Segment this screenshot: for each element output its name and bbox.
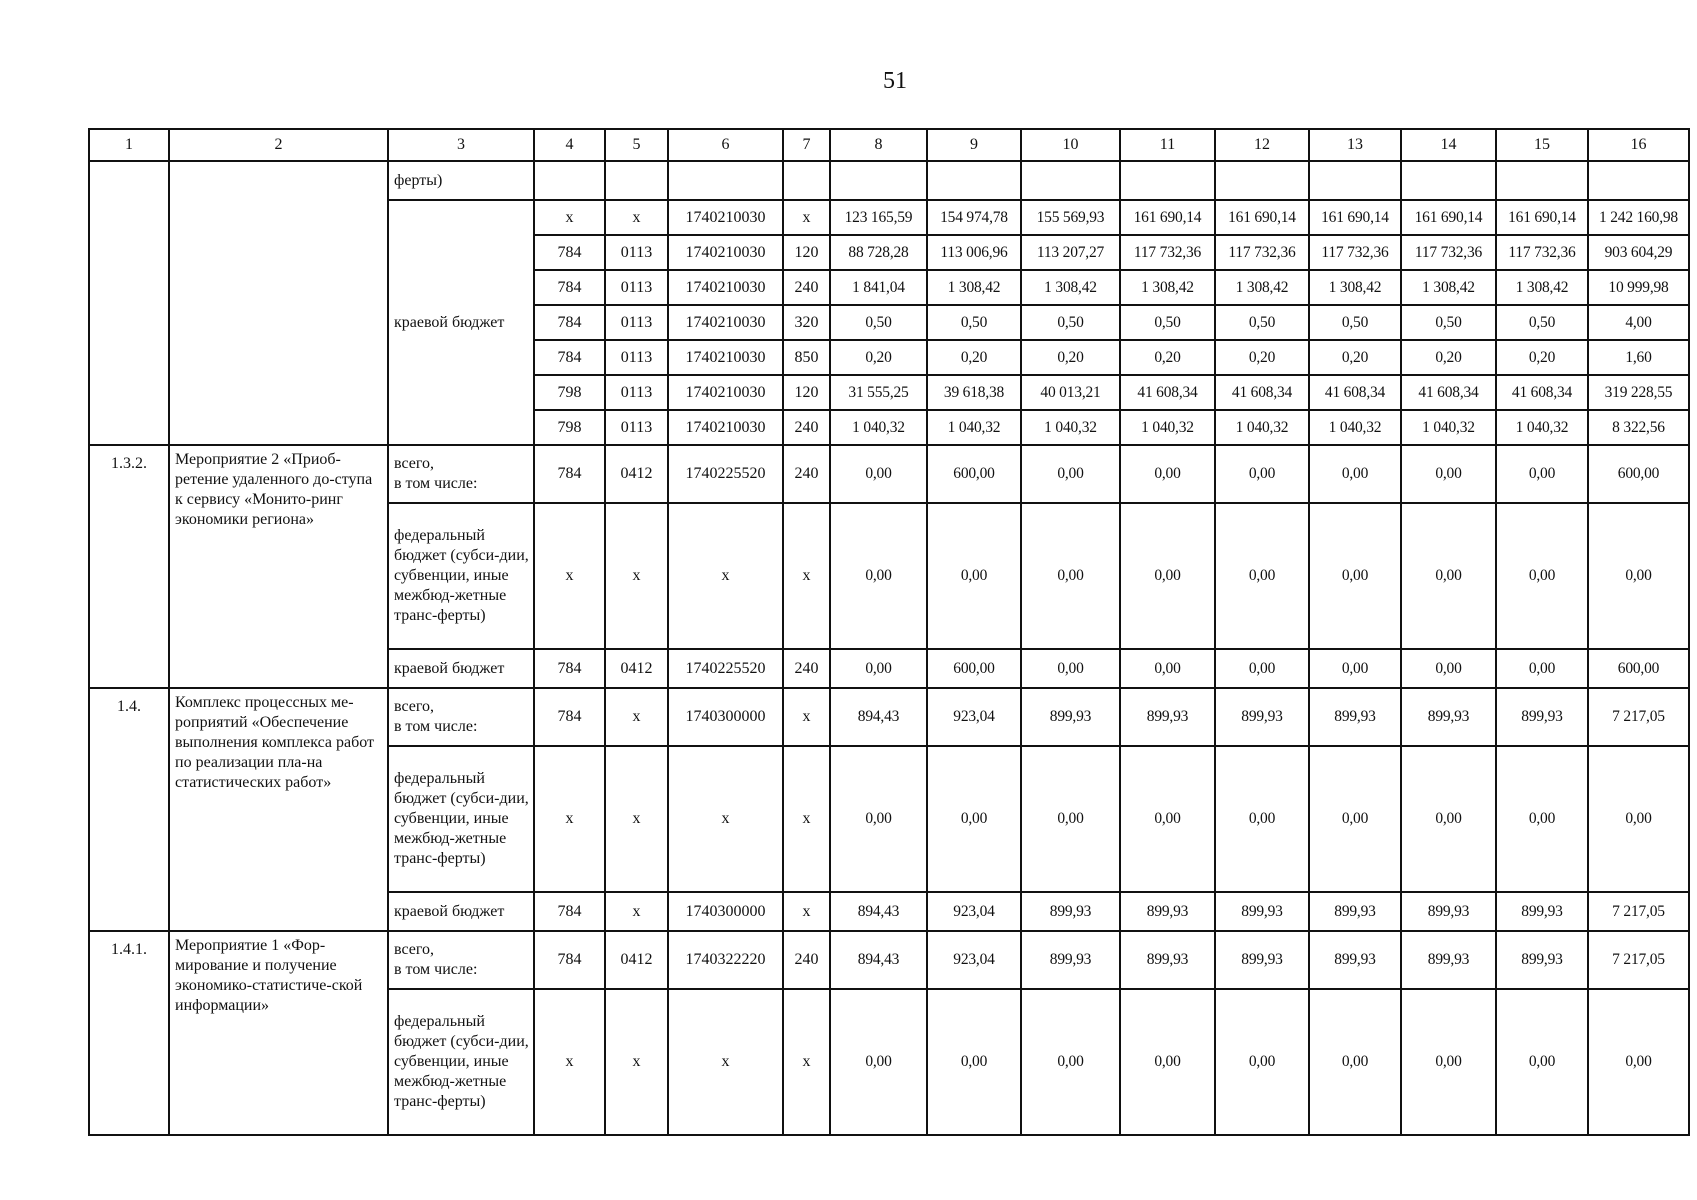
value-cell: х bbox=[783, 200, 830, 235]
source-cell: всего, в том числе: bbox=[388, 931, 534, 989]
value-cell: 117 732,36 bbox=[1215, 235, 1309, 270]
value-cell: 0,00 bbox=[1309, 746, 1401, 892]
value-cell: 240 bbox=[783, 270, 830, 305]
value-cell: 0,00 bbox=[830, 746, 927, 892]
value-cell: 161 690,14 bbox=[1120, 200, 1215, 235]
value-cell: 31 555,25 bbox=[830, 375, 927, 410]
value-cell: 923,04 bbox=[927, 931, 1021, 989]
value-cell: 0,00 bbox=[1021, 445, 1120, 503]
code-cell bbox=[89, 161, 169, 445]
value-cell: 903 604,29 bbox=[1588, 235, 1689, 270]
value-cell: 899,93 bbox=[1120, 931, 1215, 989]
value-cell: 0,00 bbox=[1588, 989, 1689, 1135]
value-cell: 0,20 bbox=[1215, 340, 1309, 375]
value-cell: х bbox=[783, 503, 830, 649]
value-cell: 894,43 bbox=[830, 892, 927, 931]
value-cell: 850 bbox=[783, 340, 830, 375]
value-cell: 0,00 bbox=[1120, 649, 1215, 688]
value-cell: 40 013,21 bbox=[1021, 375, 1120, 410]
value-cell: 41 608,34 bbox=[1401, 375, 1496, 410]
value-cell: 600,00 bbox=[927, 649, 1021, 688]
source-cell: ферты) bbox=[388, 161, 534, 200]
source-cell: всего, в том числе: bbox=[388, 445, 534, 503]
value-cell: 784 bbox=[534, 270, 605, 305]
value-cell: 923,04 bbox=[927, 892, 1021, 931]
value-cell: 0,00 bbox=[1215, 746, 1309, 892]
value-cell: 1 040,32 bbox=[1496, 410, 1588, 445]
value-cell: х bbox=[605, 892, 668, 931]
column-number: 13 bbox=[1309, 129, 1401, 161]
value-cell: 899,93 bbox=[1120, 688, 1215, 746]
source-cell: федеральный бюджет (субси-дии, субвенции, иные межбюд-жетные транс-ферты) bbox=[388, 989, 534, 1135]
value-cell: 1740300000 bbox=[668, 688, 783, 746]
value-cell: 1740210030 bbox=[668, 200, 783, 235]
value-cell: 41 608,34 bbox=[1309, 375, 1401, 410]
value-cell: 41 608,34 bbox=[1120, 375, 1215, 410]
value-cell: 894,43 bbox=[830, 931, 927, 989]
value-cell: 1 308,42 bbox=[1215, 270, 1309, 305]
column-number: 5 bbox=[605, 129, 668, 161]
value-cell: 600,00 bbox=[1588, 445, 1689, 503]
value-cell: 0,00 bbox=[1120, 989, 1215, 1135]
value-cell: 0,00 bbox=[1401, 649, 1496, 688]
value-cell bbox=[1496, 161, 1588, 200]
value-cell: 1740210030 bbox=[668, 235, 783, 270]
value-cell: 0,50 bbox=[830, 305, 927, 340]
value-cell: х bbox=[534, 989, 605, 1135]
value-cell: 88 728,28 bbox=[830, 235, 927, 270]
name-cell: Мероприятие 1 «Фор-мирование и получение экономико-статистиче-ской информации» bbox=[169, 931, 388, 1135]
budget-table bbox=[88, 128, 1690, 1136]
source-cell: краевой бюджет bbox=[388, 649, 534, 688]
value-cell: 154 974,78 bbox=[927, 200, 1021, 235]
value-cell: 161 690,14 bbox=[1496, 200, 1588, 235]
value-cell: 0,20 bbox=[1496, 340, 1588, 375]
value-cell bbox=[605, 161, 668, 200]
value-cell: 39 618,38 bbox=[927, 375, 1021, 410]
value-cell: 0,00 bbox=[1309, 649, 1401, 688]
value-cell: 899,93 bbox=[1401, 892, 1496, 931]
value-cell: 0,50 bbox=[1215, 305, 1309, 340]
value-cell: 117 732,36 bbox=[1401, 235, 1496, 270]
value-cell bbox=[1021, 161, 1120, 200]
table-body bbox=[89, 129, 1689, 1135]
value-cell: 899,93 bbox=[1496, 931, 1588, 989]
value-cell: 784 bbox=[534, 445, 605, 503]
value-cell: 784 bbox=[534, 688, 605, 746]
value-cell: 784 bbox=[534, 649, 605, 688]
value-cell: 0,20 bbox=[1401, 340, 1496, 375]
value-cell: 1740225520 bbox=[668, 649, 783, 688]
value-cell: 899,93 bbox=[1021, 688, 1120, 746]
column-number: 11 bbox=[1120, 129, 1215, 161]
value-cell: 0,50 bbox=[1496, 305, 1588, 340]
column-number: 3 bbox=[388, 129, 534, 161]
value-cell: 320 bbox=[783, 305, 830, 340]
value-cell: 0,20 bbox=[830, 340, 927, 375]
value-cell: 1 308,42 bbox=[1401, 270, 1496, 305]
value-cell: 0,00 bbox=[927, 989, 1021, 1135]
value-cell: 1 040,32 bbox=[830, 410, 927, 445]
column-number: 1 bbox=[89, 129, 169, 161]
value-cell: 1740300000 bbox=[668, 892, 783, 931]
value-cell: 0,00 bbox=[1021, 746, 1120, 892]
value-cell: 1740322220 bbox=[668, 931, 783, 989]
value-cell: 899,93 bbox=[1215, 931, 1309, 989]
value-cell: 1 040,32 bbox=[1215, 410, 1309, 445]
value-cell: 899,93 bbox=[1309, 931, 1401, 989]
source-cell: федеральный бюджет (субси-дии, субвенции, иные межбюд-жетные транс-ферты) bbox=[388, 746, 534, 892]
value-cell: 1740210030 bbox=[668, 340, 783, 375]
value-cell: 0,00 bbox=[1021, 989, 1120, 1135]
value-cell: 0,00 bbox=[830, 445, 927, 503]
value-cell: 899,93 bbox=[1309, 892, 1401, 931]
table-row bbox=[89, 161, 1689, 200]
value-cell bbox=[1401, 161, 1496, 200]
value-cell: 899,93 bbox=[1401, 931, 1496, 989]
value-cell: 0,00 bbox=[1021, 503, 1120, 649]
value-cell: 240 bbox=[783, 649, 830, 688]
column-number: 4 bbox=[534, 129, 605, 161]
value-cell: 0,00 bbox=[1021, 649, 1120, 688]
value-cell: 0,50 bbox=[1021, 305, 1120, 340]
value-cell: 7 217,05 bbox=[1588, 688, 1689, 746]
value-cell: 0,00 bbox=[1309, 989, 1401, 1135]
value-cell: 41 608,34 bbox=[1215, 375, 1309, 410]
value-cell: 0,00 bbox=[1496, 989, 1588, 1135]
value-cell bbox=[668, 161, 783, 200]
value-cell: 899,93 bbox=[1309, 688, 1401, 746]
value-cell: 0,00 bbox=[1401, 445, 1496, 503]
value-cell: 1 242 160,98 bbox=[1588, 200, 1689, 235]
value-cell: 1 308,42 bbox=[1021, 270, 1120, 305]
value-cell: 1740225520 bbox=[668, 445, 783, 503]
value-cell: 0,20 bbox=[1021, 340, 1120, 375]
column-number: 8 bbox=[830, 129, 927, 161]
value-cell: 0,00 bbox=[1496, 445, 1588, 503]
value-cell: 1740210030 bbox=[668, 375, 783, 410]
value-cell: 899,93 bbox=[1215, 688, 1309, 746]
value-cell bbox=[1215, 161, 1309, 200]
value-cell: 161 690,14 bbox=[1215, 200, 1309, 235]
value-cell: 120 bbox=[783, 375, 830, 410]
value-cell bbox=[927, 161, 1021, 200]
value-cell: х bbox=[783, 746, 830, 892]
value-cell: х bbox=[605, 989, 668, 1135]
value-cell: 8 322,56 bbox=[1588, 410, 1689, 445]
value-cell: 0,00 bbox=[1588, 503, 1689, 649]
source-cell: всего, в том числе: bbox=[388, 688, 534, 746]
value-cell: х bbox=[605, 503, 668, 649]
value-cell: 319 228,55 bbox=[1588, 375, 1689, 410]
column-number: 10 bbox=[1021, 129, 1120, 161]
value-cell: 899,93 bbox=[1021, 931, 1120, 989]
value-cell: 113 006,96 bbox=[927, 235, 1021, 270]
value-cell: х bbox=[534, 200, 605, 235]
value-cell: 41 608,34 bbox=[1496, 375, 1588, 410]
value-cell: х bbox=[534, 503, 605, 649]
value-cell: 0,00 bbox=[1588, 746, 1689, 892]
value-cell: 0,00 bbox=[1120, 746, 1215, 892]
value-cell: 0,50 bbox=[1401, 305, 1496, 340]
value-cell: 0113 bbox=[605, 305, 668, 340]
value-cell: 117 732,36 bbox=[1120, 235, 1215, 270]
value-cell: 4,00 bbox=[1588, 305, 1689, 340]
value-cell: 798 bbox=[534, 410, 605, 445]
value-cell bbox=[830, 161, 927, 200]
value-cell: 899,93 bbox=[1120, 892, 1215, 931]
value-cell: 0,00 bbox=[1215, 989, 1309, 1135]
value-cell: 899,93 bbox=[1021, 892, 1120, 931]
value-cell: 0,00 bbox=[830, 503, 927, 649]
value-cell: 117 732,36 bbox=[1496, 235, 1588, 270]
value-cell: 1 040,32 bbox=[1309, 410, 1401, 445]
value-cell: 120 bbox=[783, 235, 830, 270]
value-cell: 923,04 bbox=[927, 688, 1021, 746]
value-cell: 0,00 bbox=[830, 989, 927, 1135]
value-cell: 0,00 bbox=[1309, 445, 1401, 503]
value-cell: 0,00 bbox=[1496, 503, 1588, 649]
value-cell: 0,00 bbox=[1215, 445, 1309, 503]
value-cell: 1 040,32 bbox=[1120, 410, 1215, 445]
value-cell: 161 690,14 bbox=[1309, 200, 1401, 235]
value-cell: 1 308,42 bbox=[1120, 270, 1215, 305]
value-cell: 798 bbox=[534, 375, 605, 410]
value-cell: 240 bbox=[783, 931, 830, 989]
value-cell: 0412 bbox=[605, 445, 668, 503]
section-total-row bbox=[89, 688, 1689, 746]
value-cell: 1 308,42 bbox=[1309, 270, 1401, 305]
column-number: 12 bbox=[1215, 129, 1309, 161]
value-cell: х bbox=[605, 200, 668, 235]
value-cell: 0,50 bbox=[927, 305, 1021, 340]
value-cell: 0,20 bbox=[927, 340, 1021, 375]
value-cell: 0,00 bbox=[1215, 503, 1309, 649]
value-cell: 1 308,42 bbox=[1496, 270, 1588, 305]
value-cell: 0,00 bbox=[1401, 989, 1496, 1135]
value-cell: 0412 bbox=[605, 931, 668, 989]
column-number: 6 bbox=[668, 129, 783, 161]
value-cell: х bbox=[534, 746, 605, 892]
value-cell: 1 308,42 bbox=[927, 270, 1021, 305]
value-cell: 0,00 bbox=[1496, 746, 1588, 892]
value-cell: 0,00 bbox=[927, 746, 1021, 892]
value-cell: 0,00 bbox=[1215, 649, 1309, 688]
value-cell: 0,50 bbox=[1120, 305, 1215, 340]
value-cell: х bbox=[783, 989, 830, 1135]
value-cell: х bbox=[783, 892, 830, 931]
value-cell: х bbox=[605, 746, 668, 892]
value-cell: 899,93 bbox=[1401, 688, 1496, 746]
value-cell: х bbox=[783, 688, 830, 746]
value-cell: 155 569,93 bbox=[1021, 200, 1120, 235]
value-cell: 113 207,27 bbox=[1021, 235, 1120, 270]
value-cell bbox=[1120, 161, 1215, 200]
value-cell bbox=[783, 161, 830, 200]
column-number: 7 bbox=[783, 129, 830, 161]
name-cell: Комплекс процессных ме-роприятий «Обеспечение выполнения комплекса работ по реализации пла-на статистических работ» bbox=[169, 688, 388, 931]
value-cell: 784 bbox=[534, 931, 605, 989]
value-cell: 1,60 bbox=[1588, 340, 1689, 375]
value-cell: 0,00 bbox=[1401, 746, 1496, 892]
value-cell: 1740210030 bbox=[668, 305, 783, 340]
section-total-row bbox=[89, 445, 1689, 503]
value-cell: 784 bbox=[534, 305, 605, 340]
value-cell: х bbox=[605, 688, 668, 746]
value-cell: 0113 bbox=[605, 410, 668, 445]
value-cell bbox=[1309, 161, 1401, 200]
value-cell: 0113 bbox=[605, 375, 668, 410]
value-cell: х bbox=[668, 503, 783, 649]
column-number: 16 bbox=[1588, 129, 1689, 161]
value-cell: 0,00 bbox=[1120, 503, 1215, 649]
value-cell: 0113 bbox=[605, 340, 668, 375]
source-cell: федеральный бюджет (субси-дии, субвенции, иные межбюд-жетные транс-ферты) bbox=[388, 503, 534, 649]
value-cell: 0,20 bbox=[1120, 340, 1215, 375]
value-cell: 784 bbox=[534, 892, 605, 931]
value-cell: 1740210030 bbox=[668, 410, 783, 445]
value-cell: 0,00 bbox=[830, 649, 927, 688]
value-cell: х bbox=[668, 989, 783, 1135]
section-total-row bbox=[89, 931, 1689, 989]
value-cell: 0113 bbox=[605, 270, 668, 305]
value-cell: 161 690,14 bbox=[1401, 200, 1496, 235]
value-cell: 784 bbox=[534, 340, 605, 375]
value-cell: 1 040,32 bbox=[927, 410, 1021, 445]
value-cell: 7 217,05 bbox=[1588, 892, 1689, 931]
value-cell: 600,00 bbox=[1588, 649, 1689, 688]
value-cell: 1 841,04 bbox=[830, 270, 927, 305]
value-cell: 117 732,36 bbox=[1309, 235, 1401, 270]
value-cell: 0,00 bbox=[1401, 503, 1496, 649]
value-cell: 0113 bbox=[605, 235, 668, 270]
value-cell: 240 bbox=[783, 445, 830, 503]
column-number: 9 bbox=[927, 129, 1021, 161]
source-cell: краевой бюджет bbox=[388, 200, 534, 445]
value-cell: 1 040,32 bbox=[1021, 410, 1120, 445]
column-number: 14 bbox=[1401, 129, 1496, 161]
value-cell: 1 040,32 bbox=[1401, 410, 1496, 445]
code-cell: 1.4. bbox=[89, 688, 169, 931]
value-cell: 7 217,05 bbox=[1588, 931, 1689, 989]
value-cell: 240 bbox=[783, 410, 830, 445]
name-cell: Мероприятие 2 «Приоб-ретение удаленного до-ступа к сервису «Монито-ринг экономики региона» bbox=[169, 445, 388, 688]
value-cell: 10 999,98 bbox=[1588, 270, 1689, 305]
value-cell bbox=[534, 161, 605, 200]
value-cell: 0,50 bbox=[1309, 305, 1401, 340]
header-row bbox=[89, 129, 1689, 161]
value-cell: 0,00 bbox=[1496, 649, 1588, 688]
code-cell: 1.3.2. bbox=[89, 445, 169, 688]
value-cell: 899,93 bbox=[1215, 892, 1309, 931]
value-cell: 0,00 bbox=[1309, 503, 1401, 649]
value-cell: 0,20 bbox=[1309, 340, 1401, 375]
value-cell: 0,00 bbox=[927, 503, 1021, 649]
code-cell: 1.4.1. bbox=[89, 931, 169, 1135]
value-cell: 0412 bbox=[605, 649, 668, 688]
page-number: 51 bbox=[883, 68, 907, 94]
column-number: 2 bbox=[169, 129, 388, 161]
value-cell: х bbox=[668, 746, 783, 892]
value-cell: 899,93 bbox=[1496, 688, 1588, 746]
value-cell: 899,93 bbox=[1496, 892, 1588, 931]
column-number: 15 bbox=[1496, 129, 1588, 161]
value-cell: 600,00 bbox=[927, 445, 1021, 503]
name-cell bbox=[169, 161, 388, 445]
value-cell: 1740210030 bbox=[668, 270, 783, 305]
value-cell: 123 165,59 bbox=[830, 200, 927, 235]
value-cell bbox=[1588, 161, 1689, 200]
value-cell: 0,00 bbox=[1120, 445, 1215, 503]
source-cell: краевой бюджет bbox=[388, 892, 534, 931]
value-cell: 894,43 bbox=[830, 688, 927, 746]
value-cell: 784 bbox=[534, 235, 605, 270]
